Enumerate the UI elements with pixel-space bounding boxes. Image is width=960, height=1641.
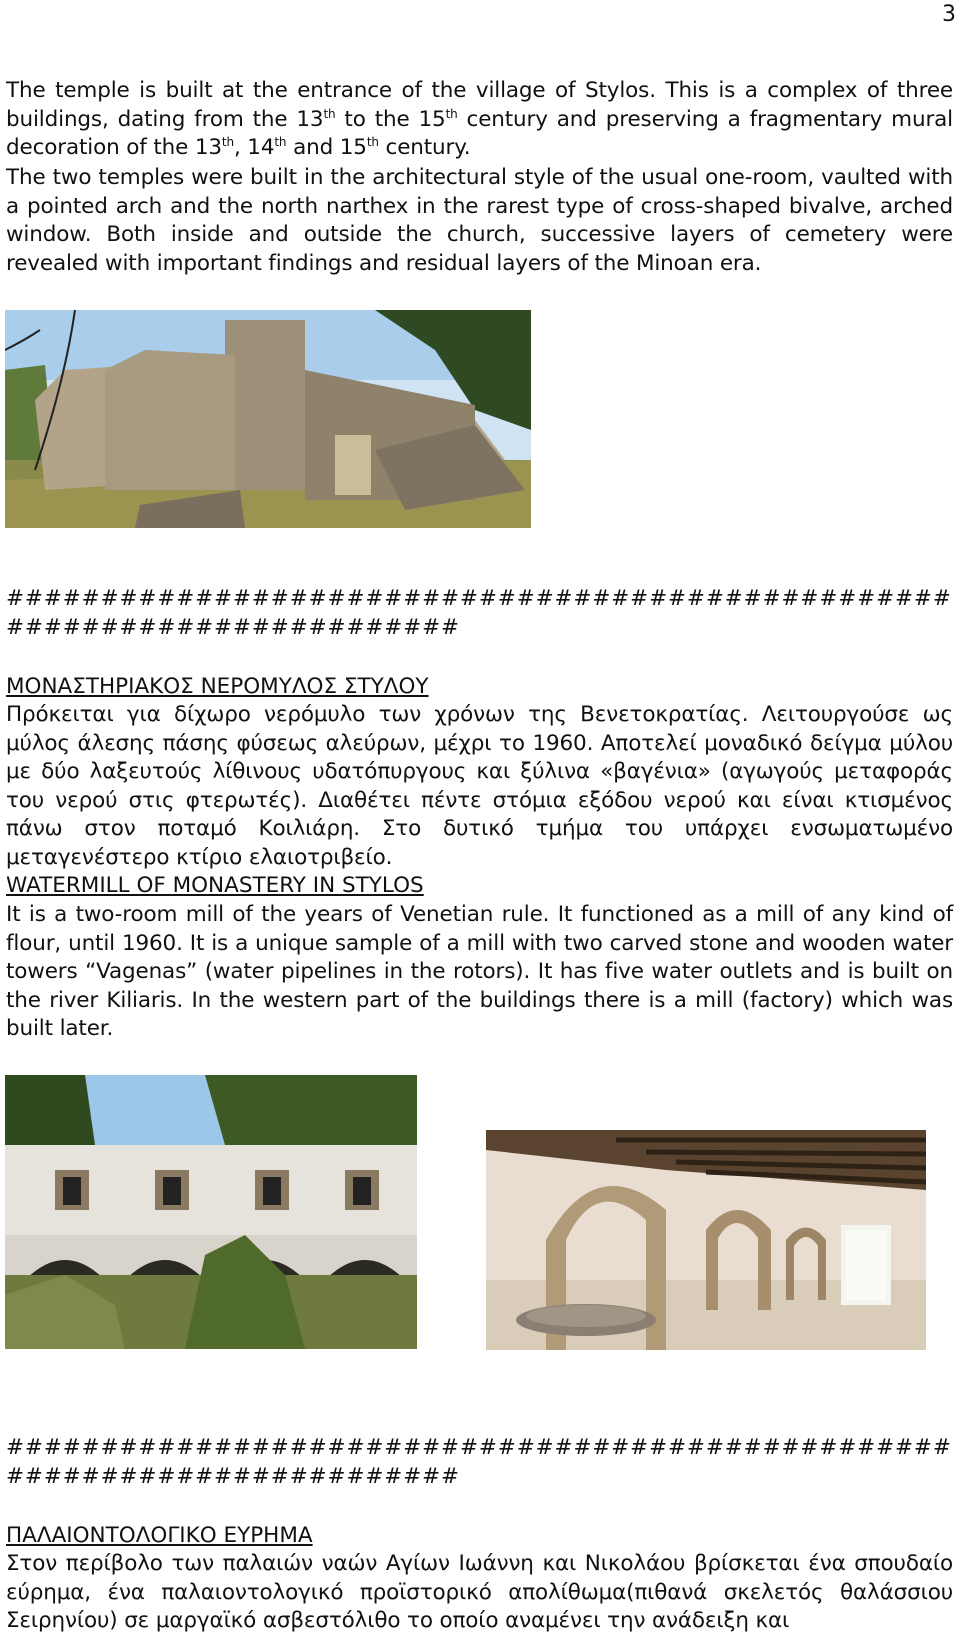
church-photo	[5, 310, 531, 528]
church-intro-paragraph: The temple is built at the entrance of the village of Stylos. This is a complex of three buildings, dating from the 13th to the 15th century and preserving a fragmentary mural decoration of the 13th, 14th and 15th century.	[6, 78, 953, 161]
page-number: 3	[942, 2, 956, 27]
watermill-text-greek: Πρόκειται για δίχωρο νερόμυλο των χρόνων της Βενετοκρατίας. Λειτουργούσε ως μύλος άλεσης πάσης φύσεως αλεύρων, μέχρι το 1960. Αποτελεί μοναδικό δείγμα μύλου με δύο λαξευτούς λίθινους υδατόπυργους και ξύλινα «βαγένια» (αγωγούς μεταφοράς του νερού στις φτερωτές). Διαθέτει πέντε στόμια εξόδου νερού και είναι κτισμένος πάνω στον ποταμό Κοιλιάρη. Στο δυτικό τμήμα του υπάρχει ενσωματωμένο μεταγενέστερο κτίριο ελαιοτριβείο.	[6, 702, 953, 870]
paleo-text: Στον περίβολο των παλαιών ναών Αγίων Ιωάννη και Νικολάου βρίσκεται ένα σπουδαίο εύρημα, ένα παλαιοντολογικό προϊστορικό απολίθωμα(πιθανά σκελετός θαλάσσιου Σειρηνίου) σε μαργαϊκό ασβεστόλιθο το οποίο αναμένει την ανάδειξη και	[6, 1551, 953, 1634]
watermill-text-english: It is a two-room mill of the years of Venetian rule. It functioned as a mill of any kind of flour, until 1960. It is a unique sample of a mill with two carved stone and wooden water towers “Vagenas” (water pipelines in the rotors). It has five water outlets and is built on the river Kiliaris. In the western part of the buildings there is a mill (factory) which was built later.	[6, 902, 953, 1042]
watermill-heading-english: WATERMILL OF MONASTERY IN STYLOS	[6, 873, 424, 898]
watermill-interior-photo	[486, 1130, 926, 1350]
watermill-heading-greek: ΜΟΝΑΣΤΗΡΙΑΚΟΣ ΝΕΡΟΜΥΛΟΣ ΣΤΥΛΟΥ	[6, 674, 429, 699]
section-separator-2: ##########################################################################	[6, 1435, 952, 1489]
section-separator-1: ##########################################################################	[6, 586, 952, 640]
watermill-exterior-photo	[5, 1075, 417, 1349]
paleo-heading: ΠΑΛΑΙΟΝΤΟΛΟΓΙΚΟ ΕΥΡΗΜΑ	[6, 1523, 313, 1548]
church-body-paragraph: The two temples were built in the architectural style of the usual one-room, vaulted with a pointed arch and the north narthex in the rarest type of cross-shaped bivalve, arched window. Both inside and outside the church, successive layers of cemetery were revealed with important findings and residual layers of the Minoan era.	[6, 165, 953, 276]
